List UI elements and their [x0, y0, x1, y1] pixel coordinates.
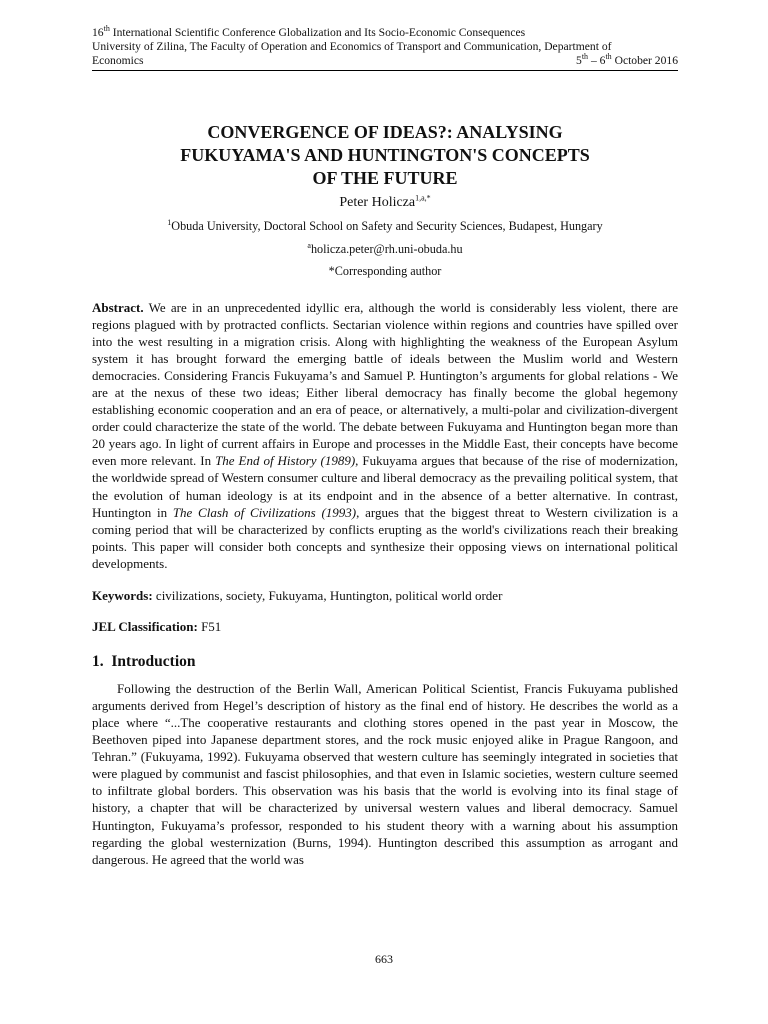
- title-line-2: FUKUYAMA'S AND HUNTINGTON'S CONCEPTS: [180, 145, 590, 165]
- paper-title: [92, 121, 678, 190]
- header-department: Economics: [92, 54, 144, 67]
- affiliation: $^1$Obuda University, Doctoral School on Safety and Security Sciences, Budapest, Hungary: [167, 217, 603, 233]
- corresponding-author-note: *Corresponding author: [328, 264, 442, 278]
- header-line-2: University of Zilina, The Faculty of Operation and Economics of Transport and Communication, Department of: [92, 40, 612, 53]
- abstract-label: Abstract.: [92, 300, 144, 315]
- title-line-1: CONVERGENCE OF IDEAS?: ANALYSING: [207, 122, 563, 142]
- abstract: Abstract. We are in an unprecedented idyllic era, although the world is considerably less violent, there are regions plagued with by protracted conflicts. Sectarian violence within regions and countries have spilled over into the west resulting in a migration crisis. Along with highlighting the weakness of the European Asylum system it has brought forward the emerging battle of ideals between the Muslim world and Western democracies. Considering Francis Fukuyama’s and Samuel P. Huntington’s arguments for global relations - We are at the nexus of these two ideas; Either liberal democracy has finally become the global hegemony establishing economic cooperation and an era of peace, or alternatively, a multi-polar and civilization-divergent order could characterize the state of the world. The debate between Fukuyama and Huntington began more than 20 years ago. In light of current affairs in Europe and processes in the Middle East, their concepts have become even more relevant. In The End of History (1989), Fukuyama argues that because of the rise of modernization, the worldwide spread of Western consumer culture and liberal democracy as the prevailing political system, that the evolution of human ideology is at its endpoint and in the absence of a better alternative. In contrast, Huntington in The Clash of Civilizations (1993), argues that the biggest threat to Western civilization is a coming period that will be characterized by conflicts erupting as the world's civilizations reach their breaking points. This paper will consider both concepts and synthesize their opposing views on international political developments.: [92, 300, 678, 571]
- jel-classification: JEL Classification: F51: [92, 618, 222, 634]
- conference-header: [92, 26, 678, 68]
- author: Peter Holicza$^{1,a,*}$: [339, 193, 431, 210]
- header-line-1: 16th International Scientific Conference Globalization and Its Socio-Economic Consequences: [92, 24, 526, 39]
- header-date: 5th – 6th October 2016: [576, 52, 678, 67]
- header-line-3: [92, 54, 678, 68]
- author-email: $^a$holicza.peter@rh.uni-obuda.hu: [307, 240, 463, 256]
- abstract-citation-clash: The Clash of Civilizations (1993): [172, 504, 357, 520]
- keywords: Keywords: civilizations, society, Fukuyama, Huntington, political world order: [92, 587, 503, 603]
- section-heading-introduction: 1. Introduction: [92, 652, 196, 670]
- intro-paragraph: Following the destruction of the Berlin Wall, American Political Scientist, Francis Fukuyama published arguments derived from Hegel’s description of history as the final end of history. He describes the world as a place where “...The cooperative restaurants and clothing stores opened in the past year in Moscow, the Beethoven piped into Japanese department stores, and the rock music enjoyed alike in Prague Rangoon, and Tehran.” (Fukuyama, 1992). Fukuyama observed that western culture has seemingly integrated in societies that were plagued by communist and fascist philosophies, and that even in Islamic societies, western culture seemed to infiltrate global borders. This observation was his basis that the world is evolving into its final stage of history, a chapter that will be characterized by universal western values and liberal democracy. Samuel Huntington, Fukuyama’s professor, responded to his student theory with a warning about his assumption regarding the global westernization (Burns, 1994). Huntington described this assumption as arrogant and dangerous. He agreed that the world was: [92, 680, 678, 867]
- title-line-3: OF THE FUTURE: [312, 168, 458, 188]
- page-number: 663: [375, 952, 393, 966]
- abstract-citation-end-of-history: The End of History (1989): [215, 453, 356, 469]
- header-divider: [92, 70, 678, 71]
- paper-page: [92, 26, 678, 868]
